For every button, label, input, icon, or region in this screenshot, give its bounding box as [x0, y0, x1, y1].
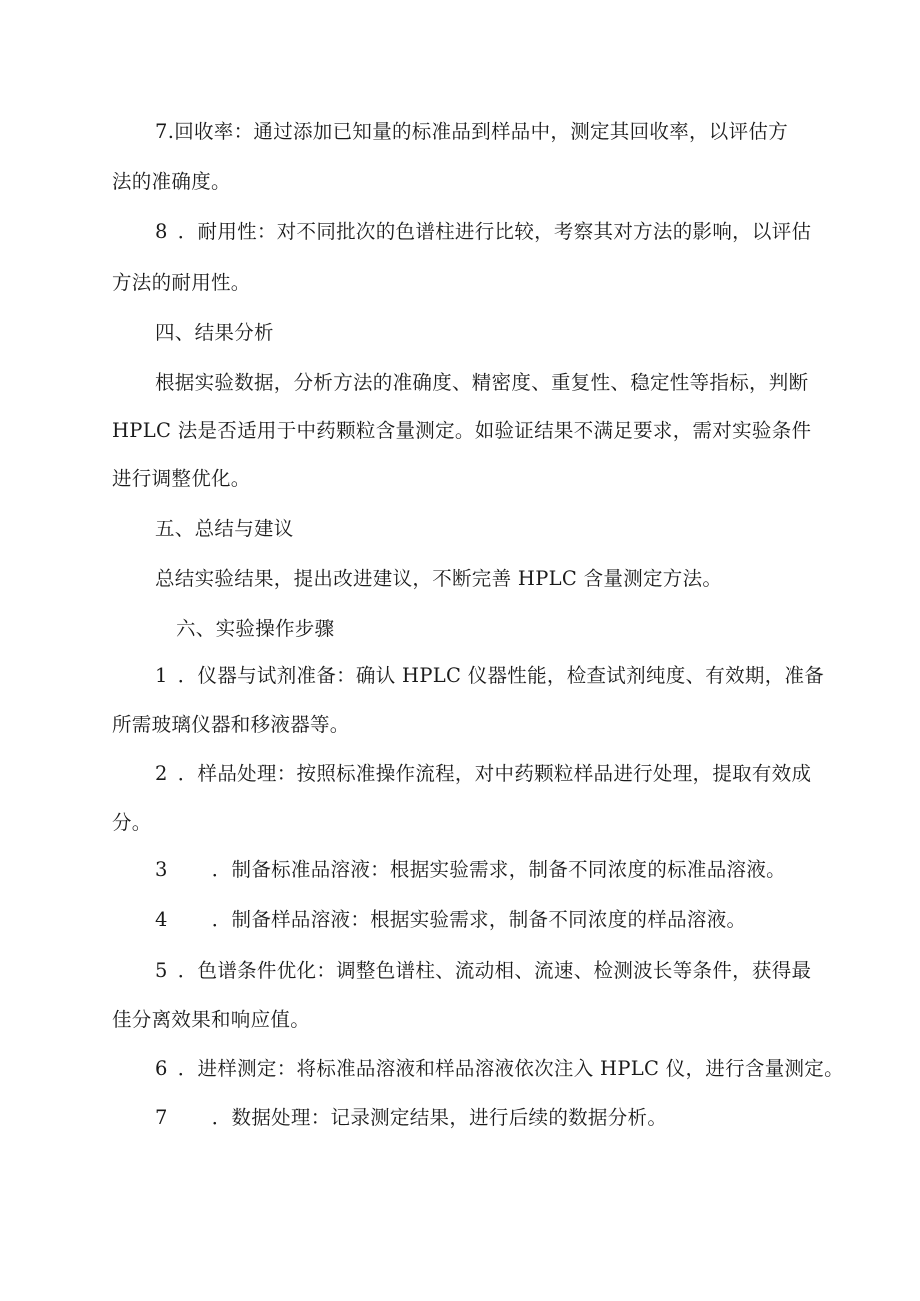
step-2-line-2: 分。	[112, 811, 152, 834]
step-2-number: 2	[155, 762, 168, 785]
section-6-heading: 六、实验操作步骤	[176, 617, 335, 640]
step-2-line-1	[155, 762, 811, 786]
step-4-number: 4	[155, 908, 168, 931]
item-8-robustness-line-2: 方法的耐用性。	[112, 271, 251, 294]
step-5-line-2: 佳分离效果和响应值。	[112, 1008, 311, 1031]
step-7-text: ．数据处理：记录测定结果，进行后续的数据分析。	[211, 1106, 668, 1129]
step-5-line-1	[155, 959, 811, 983]
step-1-number: 1	[155, 664, 168, 687]
analysis-line-3: 进行调整优化。	[112, 467, 251, 490]
analysis-line-2: HPLC 法是否适用于中药颗粒含量测定。如验证结果不满足要求，需对实验条件	[112, 419, 812, 442]
item-8-robustness-line-1	[155, 220, 811, 244]
step-5-text: ．色谱条件优化：调整色谱柱、流动相、流速、检测波长等条件，获得最	[177, 959, 812, 982]
item-8-number: 8	[155, 220, 168, 243]
step-1-line-1	[155, 664, 824, 688]
step-6-number: 6	[155, 1057, 168, 1080]
analysis-line-1: 根据实验数据，分析方法的准确度、精密度、重复性、稳定性等指标，判断	[155, 371, 809, 394]
item-7-recovery-line-2: 法的准确度。	[112, 170, 231, 193]
section-4-heading: 四、结果分析	[155, 321, 274, 344]
step-3-number: 3	[155, 858, 168, 881]
step-7-line	[155, 1106, 667, 1130]
step-1-text: ．仪器与试剂准备：确认 HPLC 仪器性能，检查试剂纯度、有效期，准备	[177, 664, 825, 687]
summary-line: 总结实验结果，提出改进建议，不断完善 HPLC 含量测定方法。	[155, 567, 723, 590]
step-6-line	[155, 1057, 844, 1081]
step-7-number: 7	[155, 1106, 168, 1129]
step-2-text: ．样品处理：按照标准操作流程，对中药颗粒样品进行处理，提取有效成	[177, 762, 812, 785]
step-1-line-2: 所需玻璃仪器和移液器等。	[112, 713, 350, 736]
step-3-text: ．制备标准品溶液：根据实验需求，制备不同浓度的标准品溶液。	[211, 858, 786, 881]
section-5-heading: 五、总结与建议	[155, 517, 294, 540]
step-4-line	[155, 908, 746, 932]
step-5-number: 5	[155, 959, 168, 982]
step-4-text: ．制备样品溶液：根据实验需求，制备不同浓度的样品溶液。	[211, 908, 747, 931]
item-7-recovery-line-1: 7.回收率：通过添加已知量的标准品到样品中，测定其回收率，以评估方	[155, 120, 789, 143]
step-6-text: ．进样测定：将标准品溶液和样品溶液依次注入 HPLC 仪，进行含量测定。	[177, 1057, 844, 1080]
item-8-text: ．耐用性：对不同批次的色谱柱进行比较，考察其对方法的影响，以评估	[177, 220, 812, 243]
step-3-line	[155, 858, 786, 882]
